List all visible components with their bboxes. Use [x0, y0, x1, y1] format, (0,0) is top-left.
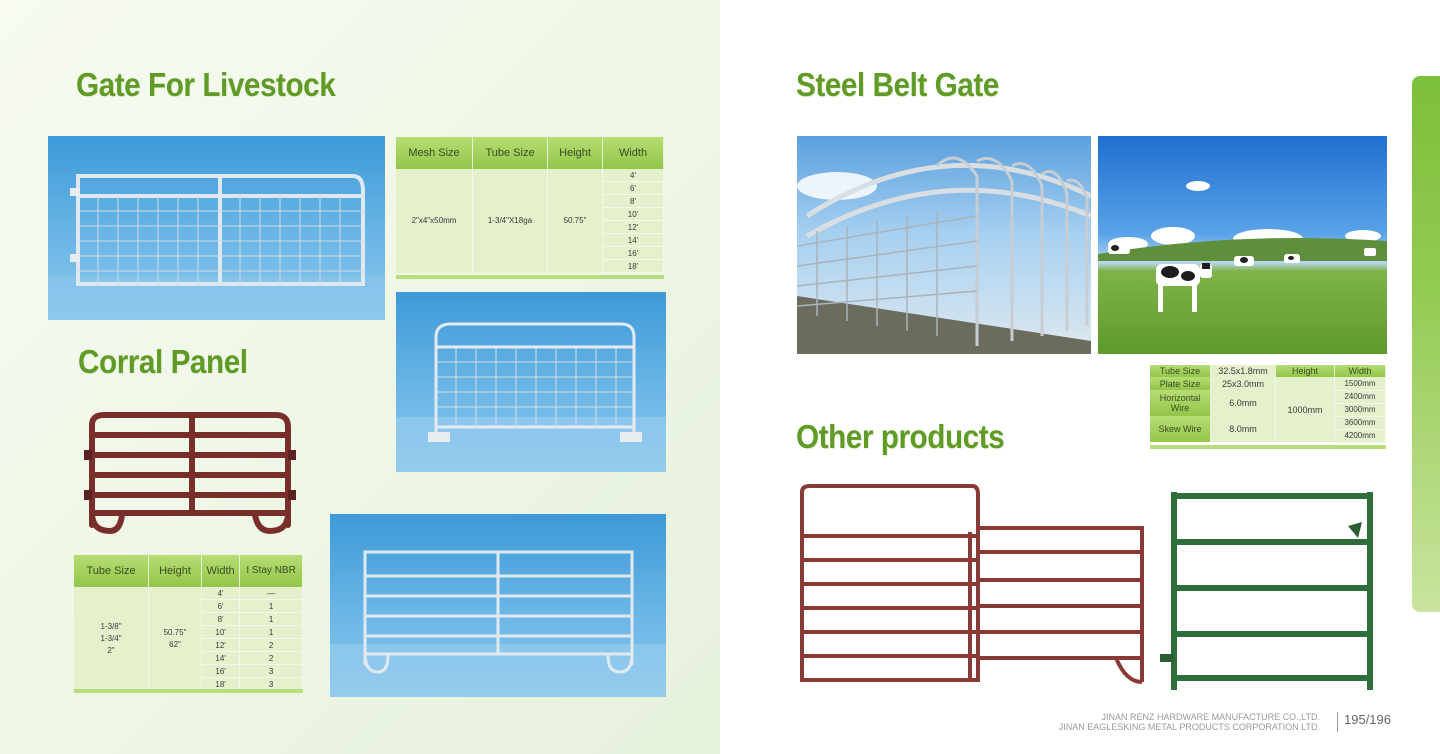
cell-width: 10' [202, 626, 240, 639]
cell-width: 14' [603, 234, 664, 247]
cell-stay: 3 [240, 678, 303, 691]
page-number: 195/196 [1344, 712, 1391, 727]
label-height: Height [1276, 365, 1335, 377]
label-width: Width [1335, 365, 1386, 377]
company-line-1: JINAN RENZ HARDWARE MANUFACTURE CO.,LTD. [1101, 712, 1320, 722]
heading-steel-belt-gate: Steel Belt Gate [796, 66, 999, 103]
header-tube-size: Tube Size [473, 137, 548, 169]
photo-livestock-gate [48, 136, 385, 320]
cell-stay: 3 [240, 665, 303, 678]
cell-width: 3000mm [1335, 403, 1386, 416]
label-skew-wire: Skew Wire [1150, 416, 1211, 442]
cell-width: 8' [202, 613, 240, 626]
table-bottom-bar [396, 275, 664, 279]
company-line-2: JINAN EAGLESKING METAL PRODUCTS CORPORATION LTD. [1058, 722, 1320, 732]
cell-width: 14' [202, 652, 240, 665]
cell-width: 12' [202, 639, 240, 652]
heading-gate-for-livestock: Gate For Livestock [76, 66, 336, 103]
header-height: Height [548, 137, 603, 169]
cell-width: 8' [603, 195, 664, 208]
label-plate-size: Plate Size [1150, 377, 1211, 390]
gate-spec-table [396, 137, 664, 273]
cell-width: 2400mm [1335, 390, 1386, 403]
value-plate-size: 25x3.0mm [1211, 377, 1276, 390]
value-tube-size: 32.5x1.8mm [1211, 365, 1276, 377]
tube-line: 1-3/8" [100, 621, 122, 631]
cell-height: 50.75" [548, 169, 603, 273]
cell-width: 18' [603, 260, 664, 273]
value-skew-wire: 8.0mm [1211, 416, 1276, 442]
cell-stay: 2 [240, 652, 303, 665]
cell-width: 4' [603, 169, 664, 182]
photo-green-gate [1158, 486, 1378, 696]
photo-mesh-panel [396, 292, 666, 472]
cell-width: 16' [202, 665, 240, 678]
cell-tube-sizes [74, 587, 149, 691]
table-bottom-bar [1150, 445, 1386, 449]
cell-width: 1500mm [1335, 377, 1386, 390]
cell-mesh: 2"x4"x50mm [396, 169, 473, 273]
cell-tube: 1-3/4"X18ga [473, 169, 548, 273]
label-horizontal-wire: Horizontal Wire [1150, 390, 1211, 416]
belt-gate-spec-table [1150, 365, 1386, 443]
height-line: 62" [169, 639, 181, 649]
footer-company [1059, 712, 1320, 732]
cell-heights [149, 587, 202, 691]
cell-width: 6' [603, 182, 664, 195]
cell-stay: 1 [240, 626, 303, 639]
photo-red-panels [796, 482, 1148, 688]
photo-corral-panel-red [80, 405, 302, 537]
cell-width: 4' [202, 587, 240, 600]
photo-corral-panel-galvanized [330, 514, 666, 697]
height-line: 50.75" [163, 627, 187, 637]
header-stay-nbr: I Stay NBR [240, 555, 303, 587]
tube-line: 1-3/4" [100, 633, 122, 643]
cell-width: 10' [603, 208, 664, 221]
value-horizontal-wire: 6.0mm [1211, 390, 1276, 416]
header-tube-size: Tube Size [74, 555, 149, 587]
cell-width: 12' [603, 221, 664, 234]
cell-width: 6' [202, 600, 240, 613]
header-width: Width [202, 555, 240, 587]
cell-width: 18' [202, 678, 240, 691]
cell-width: 16' [603, 247, 664, 260]
photo-steel-belt-gate [797, 136, 1091, 354]
cell-stay: 2 [240, 639, 303, 652]
cell-stay: 1 [240, 600, 303, 613]
corral-spec-table [74, 555, 303, 691]
cell-width: 3600mm [1335, 416, 1386, 429]
label-tube-size: Tube Size [1150, 365, 1211, 377]
side-tab [1412, 76, 1440, 612]
heading-other-products: Other products [796, 418, 1005, 455]
tube-line: 2" [107, 645, 115, 655]
header-mesh-size: Mesh Size [396, 137, 473, 169]
cell-stay: 1 [240, 613, 303, 626]
header-width: Width [603, 137, 664, 169]
footer-separator [1337, 712, 1338, 732]
value-height: 1000mm [1276, 377, 1335, 442]
cell-width: 4200mm [1335, 429, 1386, 442]
header-height: Height [149, 555, 202, 587]
cell-stay: — [240, 587, 303, 600]
heading-corral-panel: Corral Panel [78, 343, 248, 380]
table-bottom-bar [74, 689, 303, 693]
photo-cattle-pasture [1098, 136, 1387, 354]
